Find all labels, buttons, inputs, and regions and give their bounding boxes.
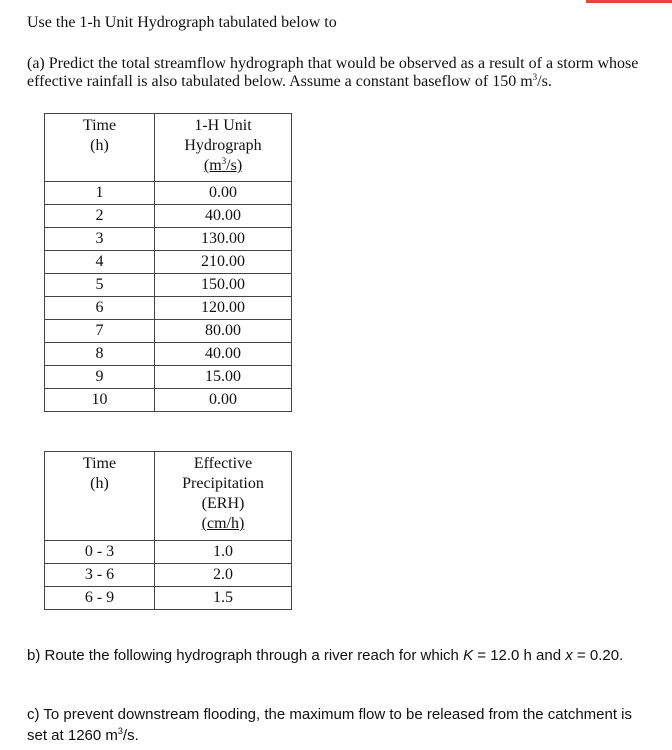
table-row [45,587,292,610]
erh-header: Effective Precipitation (ERH) (cm/h) [155,452,292,541]
effective-rainfall-rows [45,541,292,610]
table-cell: 0.00 [155,389,292,412]
table-row [45,343,292,366]
table-cell: 6 - 9 [45,587,155,610]
table-cell: 8 [45,343,155,366]
table-row [45,182,292,205]
table-cell: 5 [45,274,155,297]
table-row [45,205,292,228]
table-cell: 150.00 [155,274,292,297]
time-header: Time (h) [45,114,155,182]
top-accent-bar [586,0,672,3]
table-row [45,564,292,587]
table-cell: 1.5 [155,587,292,610]
table-row [45,389,292,412]
table-row [45,320,292,343]
effective-rainfall-table [44,451,292,610]
table-cell: 2.0 [155,564,292,587]
unit-hydrograph-header: 1-H Unit Hydrograph $(m^3/s)$ [155,114,292,182]
table-cell: 0.00 [155,182,292,205]
table-cell: 0 - 3 [45,541,155,564]
table-cell: 120.00 [155,297,292,320]
intro-text: Use the 1-h Unit Hydrograph tabulated below to [27,14,337,31]
table-cell: 7 [45,320,155,343]
table-cell: 10 [45,389,155,412]
table-cell: 2 [45,205,155,228]
table-cell: 40.00 [155,205,292,228]
time-header: Time (h) [45,452,155,541]
table-row [45,541,292,564]
part-a-question: (a) Predict the total streamflow hydrograph that would be observed as a result of a storm whose effective rainfall is also tabulated below. Assume a constant baseflow of 150 $m^3/s$. [27,55,639,90]
table-cell: 15.00 [155,366,292,389]
table-row [45,297,292,320]
table-cell: 40.00 [155,343,292,366]
table-row [45,251,292,274]
table-cell: 80.00 [155,320,292,343]
table-cell: 3 [45,228,155,251]
table-row [45,274,292,297]
table-cell: 3 - 6 [45,564,155,587]
table-row [45,366,292,389]
part-c-question: c) To prevent downstream flooding, the maximum flow to be released from the catchment is set at 1260 $m^3/s$. [27,706,633,744]
unit-hydrograph-rows [45,182,292,412]
table-cell: 130.00 [155,228,292,251]
table-cell: 210.00 [155,251,292,274]
table-cell: 1 [45,182,155,205]
unit-hydrograph-table [44,113,292,412]
part-b-question: b) Route the following hydrograph through a river reach for which K = 12.0 h and x = 0.20. [27,647,624,664]
table-cell: 9 [45,366,155,389]
table-cell: 4 [45,251,155,274]
table-row [45,228,292,251]
table-cell: 1.0 [155,541,292,564]
table-cell: 6 [45,297,155,320]
